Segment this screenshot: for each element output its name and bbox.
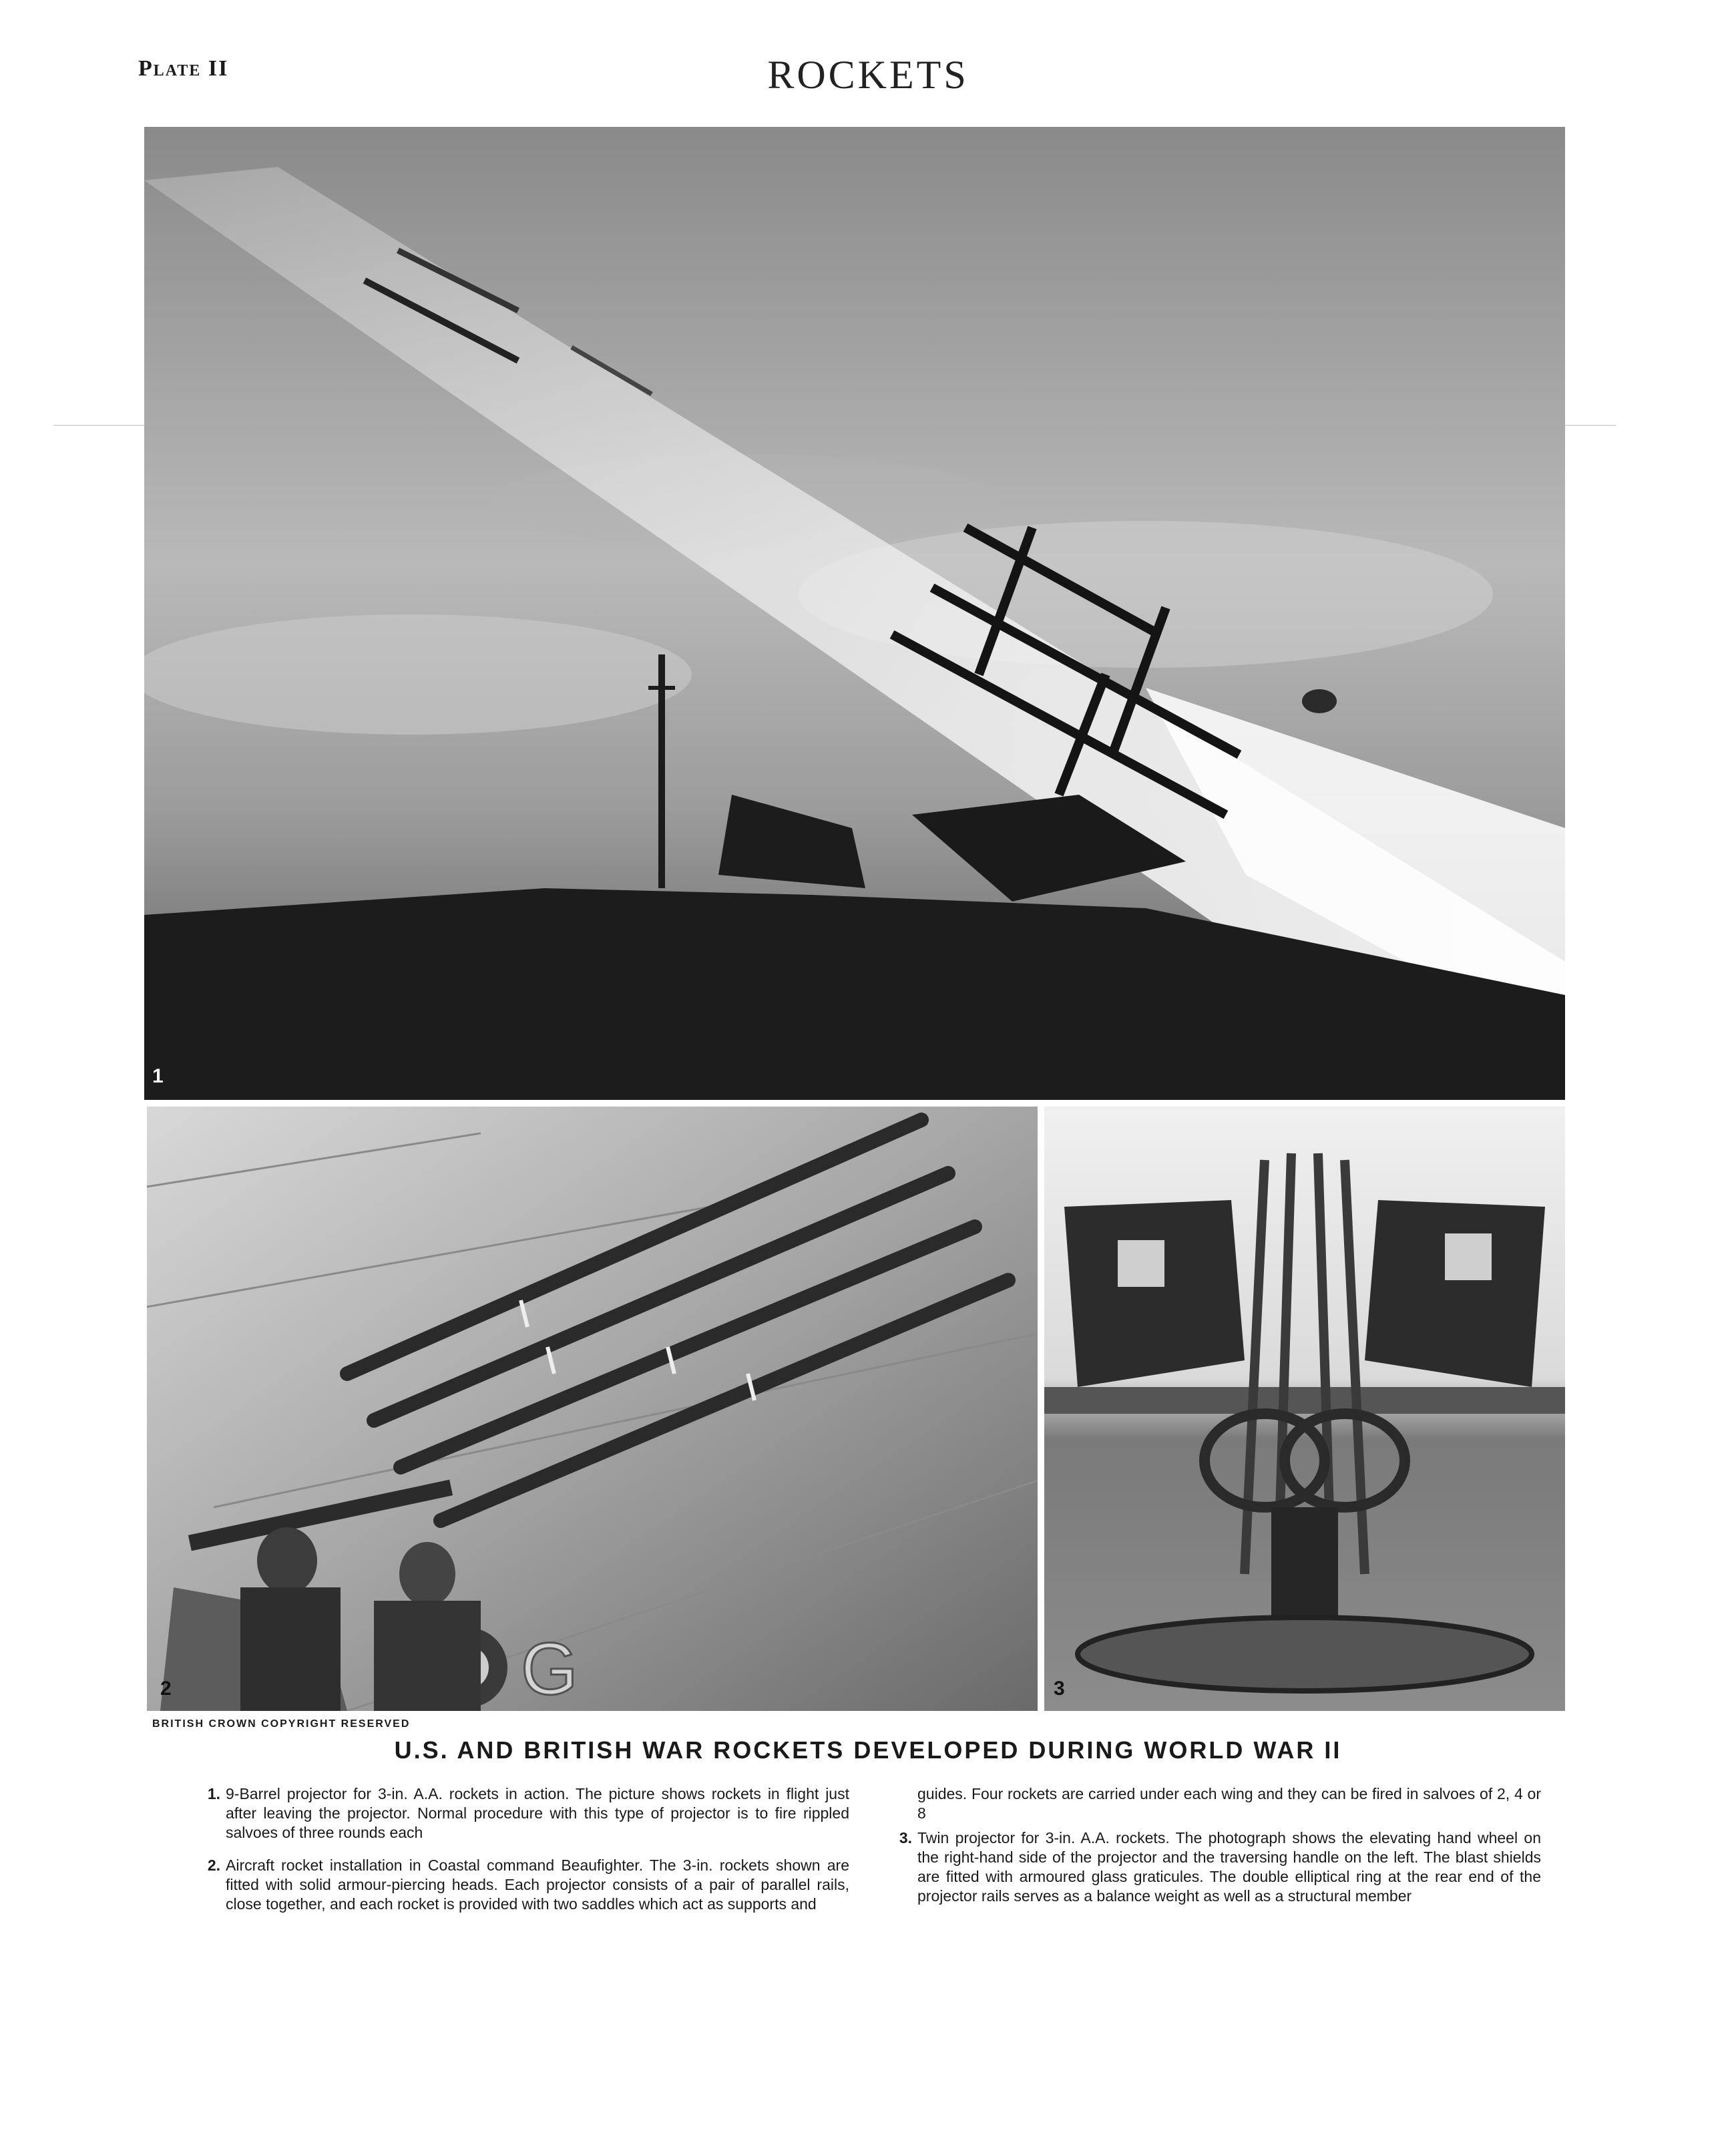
twin-projector-illustration bbox=[1044, 1107, 1565, 1711]
svg-text:G: G bbox=[521, 1628, 578, 1710]
photo-number: 1 bbox=[152, 1065, 164, 1087]
caption-number: 2. bbox=[207, 1857, 220, 1874]
caption-continuation: guides. Four rockets are carried under each wing and they can be fired in salvoes of 2, 4 or 8 bbox=[917, 1785, 1541, 1822]
photo-twin-projector bbox=[1044, 1107, 1565, 1711]
photo-number: 2 bbox=[160, 1678, 172, 1700]
rocket-launch-illustration bbox=[144, 127, 1565, 1100]
caption-text: Twin projector for 3-in. A.A. rockets. The photograph shows the elevating hand wheel on the right-hand side of the projector and the traversing handle on the left. The blast shields are fitted with armoured glass graticules. The double elliptical ring at the rear end of the projector rails serves as a balance weight as well as a structural member bbox=[917, 1829, 1541, 1905]
photo-rocket-launch bbox=[144, 127, 1565, 1100]
caption-item bbox=[188, 1784, 849, 1842]
plate-label: Plate II bbox=[138, 56, 229, 81]
caption-number: 1. bbox=[207, 1785, 220, 1802]
photo-aircraft-rockets bbox=[147, 1107, 1038, 1711]
photo-number: 3 bbox=[1054, 1678, 1065, 1700]
caption-item bbox=[880, 1828, 1541, 1906]
page-title: ROCKETS bbox=[767, 53, 969, 97]
caption-heading: U.S. AND BRITISH WAR ROCKETS DEVELOPED DURING WORLD WAR II bbox=[394, 1736, 1342, 1764]
aircraft-rockets-illustration bbox=[147, 1107, 1038, 1711]
caption-text: 9-Barrel projector for 3-in. A.A. rockets in action. The picture shows rockets in flight just after leaving the projector. Normal procedure with this type of projector is to fire rippled salvoes of three rounds each bbox=[226, 1785, 849, 1841]
caption-text: Aircraft rocket installation in Coastal command Beaufighter. The 3-in. rockets shown are fitted with solid armour-piercing heads. Each projector consists of a pair of parallel rails, close together, and each rocket is provided with two saddles which act as supports and bbox=[226, 1857, 849, 1913]
caption-column-left bbox=[188, 1784, 849, 1927]
caption-number: 3. bbox=[899, 1829, 912, 1846]
copyright-credit: BRITISH CROWN COPYRIGHT RESERVED bbox=[152, 1718, 411, 1730]
caption-item bbox=[188, 1856, 849, 1914]
caption-column-right bbox=[880, 1784, 1541, 1919]
